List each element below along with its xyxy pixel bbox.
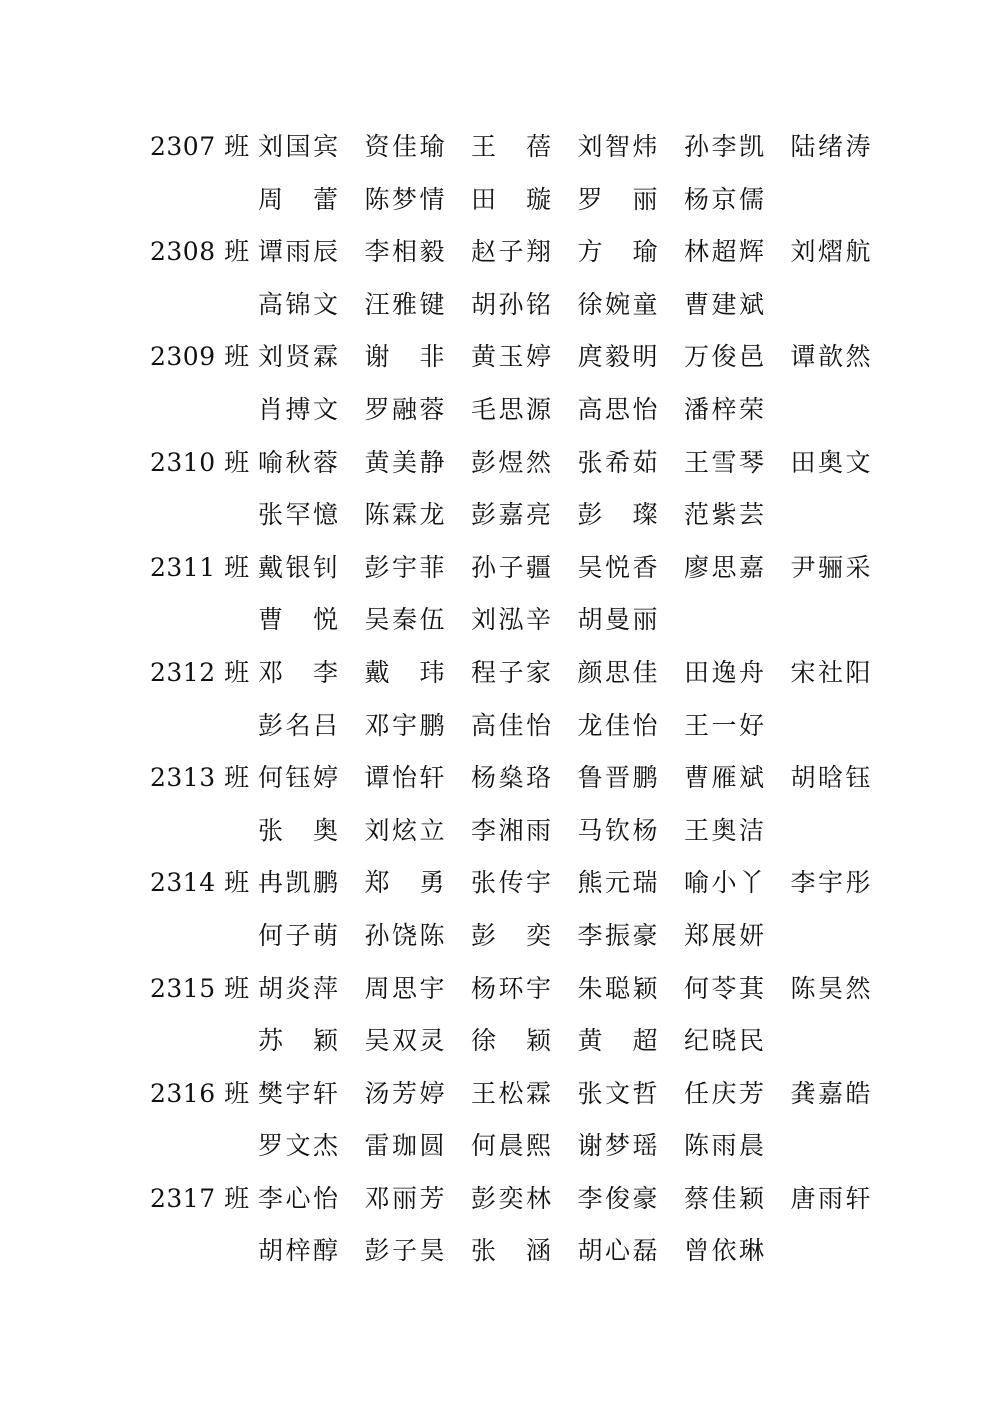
student-name: 吴悦香 xyxy=(577,552,658,582)
student-name: 张传宇 xyxy=(471,868,551,898)
student-name: 杨环宇 xyxy=(471,973,551,1003)
student-name: 何钰婷 xyxy=(258,763,338,793)
student-name: 张罕憶 xyxy=(258,500,338,530)
student-name: 喻小丫 xyxy=(684,868,764,898)
class-row xyxy=(150,700,890,753)
student-name: 刘炫立 xyxy=(364,815,445,845)
student-name: 龙佳怡 xyxy=(577,710,658,740)
class-label: 2311 班 xyxy=(150,552,250,582)
student-name: 张文哲 xyxy=(577,1078,658,1108)
class-block xyxy=(150,226,890,331)
student-name: 周 蕾 xyxy=(258,184,338,214)
student-name: 刘国宾 xyxy=(258,132,338,161)
class-row xyxy=(150,805,890,858)
class-block xyxy=(150,857,890,962)
student-name: 彭 奕 xyxy=(471,920,551,950)
student-name: 彭煜然 xyxy=(471,447,551,477)
student-name: 杨燊珞 xyxy=(471,763,551,793)
student-name: 黄玉婷 xyxy=(471,342,551,372)
class-label: 2309 班 xyxy=(150,342,250,372)
student-name: 谢梦瑶 xyxy=(577,1131,658,1161)
student-name: 纪晓民 xyxy=(684,1026,764,1056)
student-name: 何苓萁 xyxy=(684,973,764,1003)
student-name: 肖搏文 xyxy=(258,394,338,424)
class-row xyxy=(150,121,890,174)
student-name: 罗 丽 xyxy=(577,184,658,214)
student-name: 资佳瑜 xyxy=(364,132,445,161)
class-label: 2310 班 xyxy=(150,447,250,477)
class-row xyxy=(150,1015,890,1068)
student-name: 汤芳婷 xyxy=(364,1078,445,1108)
class-row xyxy=(150,752,890,805)
student-name: 李俊豪 xyxy=(577,1183,658,1213)
student-name: 龚嘉皓 xyxy=(790,1078,871,1108)
class-block xyxy=(150,752,890,857)
student-name: 罗文杰 xyxy=(258,1131,338,1161)
student-name: 陆绪涛 xyxy=(790,132,871,161)
student-name: 吴双灵 xyxy=(364,1026,445,1056)
student-name: 刘熠航 xyxy=(790,237,871,267)
student-name: 王一好 xyxy=(684,710,764,740)
student-name: 黄美静 xyxy=(364,447,445,477)
student-name: 潘梓荣 xyxy=(684,394,764,424)
student-name: 庹毅明 xyxy=(577,342,658,372)
student-name: 邓丽芳 xyxy=(364,1183,445,1213)
class-block xyxy=(150,121,890,226)
class-row xyxy=(150,963,890,1016)
student-name: 陈昊然 xyxy=(790,973,871,1003)
class-row xyxy=(150,384,890,437)
student-name: 蔡佳颖 xyxy=(684,1183,764,1213)
student-name: 任庆芳 xyxy=(684,1078,764,1108)
student-name: 雷珈圆 xyxy=(364,1131,445,1161)
student-name: 王奥洁 xyxy=(684,815,764,845)
class-row xyxy=(150,542,890,595)
class-label: 2314 班 xyxy=(150,868,250,898)
student-name: 胡梓醇 xyxy=(258,1236,338,1266)
student-name: 陈梦情 xyxy=(364,184,445,214)
student-name: 唐雨轩 xyxy=(790,1183,871,1213)
class-block xyxy=(150,331,890,436)
student-name: 胡炎萍 xyxy=(258,973,338,1003)
student-name: 黄 超 xyxy=(577,1026,658,1056)
student-name: 宋社阳 xyxy=(790,657,871,687)
student-name: 刘智炜 xyxy=(577,132,658,161)
class-block xyxy=(150,542,890,647)
student-name: 李宇彤 xyxy=(790,868,871,898)
student-name: 程子家 xyxy=(471,657,551,687)
student-name: 彭奕林 xyxy=(471,1183,551,1213)
student-name: 张 涵 xyxy=(471,1236,551,1266)
student-name: 徐婉童 xyxy=(577,289,658,319)
class-row xyxy=(150,1173,890,1226)
class-block xyxy=(150,963,890,1068)
class-block xyxy=(150,1068,890,1173)
class-label: 2317 班 xyxy=(150,1183,250,1213)
class-row xyxy=(150,857,890,910)
class-block xyxy=(150,1173,890,1278)
class-row xyxy=(150,174,890,227)
student-name: 彭嘉亮 xyxy=(471,500,551,530)
student-name: 谭歆然 xyxy=(790,342,871,372)
student-name: 万俊邑 xyxy=(684,342,764,372)
student-name: 张希茹 xyxy=(577,447,658,477)
student-name: 邓 李 xyxy=(258,657,338,687)
student-name: 熊元瑞 xyxy=(577,868,658,898)
student-name: 曹雁斌 xyxy=(684,763,764,793)
student-name: 徐 颖 xyxy=(471,1026,551,1056)
class-roster xyxy=(150,121,890,1278)
student-name: 彭 璨 xyxy=(577,500,658,530)
class-row xyxy=(150,1120,890,1173)
student-name: 周思宇 xyxy=(364,973,445,1003)
student-name: 廖思嘉 xyxy=(684,552,764,582)
student-name: 彭宇菲 xyxy=(364,552,445,582)
student-name: 陈霖龙 xyxy=(364,500,445,530)
student-name: 曹建斌 xyxy=(684,289,764,319)
class-label: 2315 班 xyxy=(150,973,250,1003)
student-name: 赵子翔 xyxy=(471,237,551,267)
student-name: 李湘雨 xyxy=(471,815,551,845)
student-name: 田逸舟 xyxy=(684,657,764,687)
student-name: 尹骊采 xyxy=(790,552,871,582)
student-name: 王雪琴 xyxy=(684,447,764,477)
student-name: 曹 悦 xyxy=(258,605,338,635)
student-name: 喻秋蓉 xyxy=(258,447,338,477)
student-name: 谭雨辰 xyxy=(258,237,338,267)
student-name: 田奥文 xyxy=(790,447,871,477)
student-name: 樊宇轩 xyxy=(258,1078,338,1108)
student-name: 罗融蓉 xyxy=(364,394,445,424)
student-name: 陈雨晨 xyxy=(684,1131,764,1161)
student-name: 汪雅键 xyxy=(364,289,445,319)
student-name: 李振豪 xyxy=(577,920,658,950)
class-label: 2313 班 xyxy=(150,763,250,793)
student-name: 朱聪颖 xyxy=(577,973,658,1003)
class-row xyxy=(150,647,890,700)
student-name: 杨京儒 xyxy=(684,184,764,214)
student-name: 范紫芸 xyxy=(684,500,764,530)
class-block xyxy=(150,647,890,752)
student-name: 郑 勇 xyxy=(364,868,445,898)
student-name: 李心怡 xyxy=(258,1183,338,1213)
student-name: 何晨熙 xyxy=(471,1131,551,1161)
student-name: 林超辉 xyxy=(684,237,764,267)
student-name: 马钦杨 xyxy=(577,815,658,845)
student-name: 冉凯鹏 xyxy=(258,868,338,898)
student-name: 孙饶陈 xyxy=(364,920,445,950)
student-name: 刘泓辛 xyxy=(471,605,551,635)
class-label: 2307 班 xyxy=(150,132,250,161)
class-block xyxy=(150,437,890,542)
student-name: 彭名吕 xyxy=(258,710,338,740)
class-row xyxy=(150,437,890,490)
class-row xyxy=(150,1225,890,1278)
student-name: 谢 非 xyxy=(364,342,445,372)
student-name: 胡晗钰 xyxy=(790,763,871,793)
student-name: 高佳怡 xyxy=(471,710,551,740)
student-name: 何子萌 xyxy=(258,920,338,950)
student-name: 胡心磊 xyxy=(577,1236,658,1266)
class-row xyxy=(150,226,890,279)
class-label: 2308 班 xyxy=(150,237,250,267)
student-name: 李相毅 xyxy=(364,237,445,267)
student-name: 谭怡轩 xyxy=(364,763,445,793)
student-name: 胡孙铭 xyxy=(471,289,551,319)
student-name: 毛思源 xyxy=(471,394,551,424)
student-name: 王松霖 xyxy=(471,1078,551,1108)
class-row xyxy=(150,1068,890,1121)
student-name: 彭子昊 xyxy=(364,1236,445,1266)
student-name: 郑展妍 xyxy=(684,920,764,950)
student-name: 张 奥 xyxy=(258,815,338,845)
student-name: 高锦文 xyxy=(258,289,338,319)
student-name: 吴秦伍 xyxy=(364,605,445,635)
student-name: 鲁晋鹏 xyxy=(577,763,658,793)
class-row xyxy=(150,594,890,647)
student-name: 刘贤霖 xyxy=(258,342,338,372)
student-name: 颜思佳 xyxy=(577,657,658,687)
student-name: 方 瑜 xyxy=(577,237,658,267)
student-name: 邓宇鹏 xyxy=(364,710,445,740)
class-label: 2312 班 xyxy=(150,657,250,687)
student-name: 胡曼丽 xyxy=(577,605,658,635)
class-row xyxy=(150,489,890,542)
class-label: 2316 班 xyxy=(150,1078,250,1108)
student-name: 戴 玮 xyxy=(364,657,445,687)
student-name: 曾依琳 xyxy=(684,1236,764,1266)
class-row xyxy=(150,910,890,963)
student-name: 苏 颖 xyxy=(258,1026,338,1056)
student-name: 田 璇 xyxy=(471,184,551,214)
student-name: 孙子疆 xyxy=(471,552,551,582)
student-name: 高思怡 xyxy=(577,394,658,424)
class-row xyxy=(150,279,890,332)
student-name: 戴银钊 xyxy=(258,552,338,582)
student-name: 孙李凯 xyxy=(684,132,764,161)
class-row xyxy=(150,331,890,384)
student-name: 王 蓓 xyxy=(471,132,551,161)
